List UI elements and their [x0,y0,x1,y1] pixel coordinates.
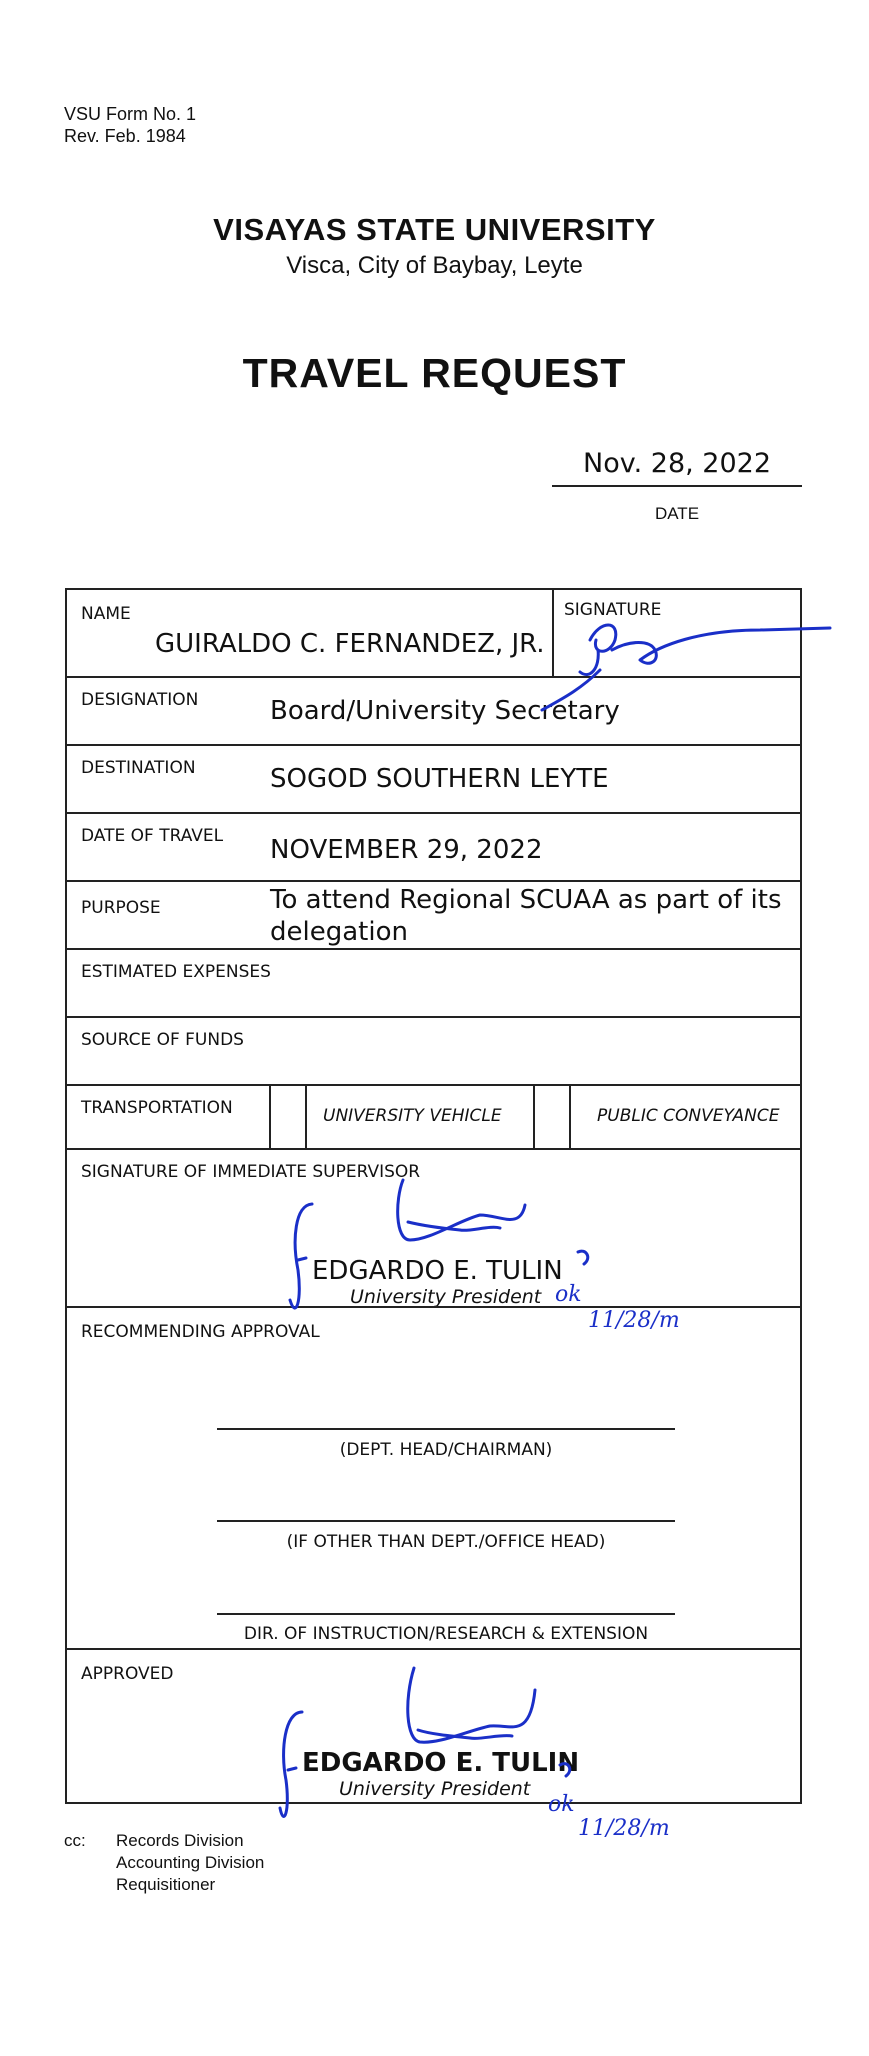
purpose-value-line-2: delegation [270,917,408,947]
name-divider [552,590,554,676]
rec-line-3-label: DIR. OF INSTRUCTION/RESEARCH & EXTENSION [243,1624,649,1644]
signature-label: SIGNATURE [564,600,662,620]
university-address: Visca, City of Baybay, Leyte [286,252,583,279]
destination-label: DESTINATION [81,758,196,778]
cc-recipients [116,1830,264,1896]
row-date-of-travel [67,812,800,880]
rec-signature-line-2 [217,1520,675,1522]
designation-value: Board/University Secretary [270,696,620,726]
row-transportation [67,1084,800,1148]
supervisor-title: University President [350,1286,542,1308]
handwritten-note-1-ok: ok [555,1282,582,1307]
form-revision: Rev. Feb. 1984 [64,126,186,146]
cc-recipient: Records Division [116,1831,244,1850]
handwritten-note-2-date: 11/28/m [578,1816,670,1841]
date-of-travel-label: DATE OF TRAVEL [81,826,224,846]
transport-option-public-conveyance: PUBLIC CONVEYANCE [597,1106,780,1126]
rec-line-2-label: (IF OTHER THAN DEPT./OFFICE HEAD) [286,1532,606,1552]
row-supervisor [67,1148,800,1306]
page-title: TRAVEL REQUEST [242,350,627,396]
row-destination [67,744,800,812]
recommending-label: RECOMMENDING APPROVAL [81,1322,320,1342]
row-source-of-funds [67,1016,800,1084]
approver-name: EDGARDO E. TULIN [302,1748,580,1778]
date-label: DATE [654,504,700,523]
transport-divider-3 [533,1086,535,1148]
name-value: GUIRALDO C. FERNANDEZ, JR. [155,629,545,659]
cc-recipient: Requisitioner [116,1875,216,1894]
supervisor-name: EDGARDO E. TULIN [312,1256,563,1286]
cc-block [64,1830,265,1894]
transportation-label: TRANSPORTATION [81,1098,233,1118]
purpose-label: PURPOSE [81,898,161,918]
transport-divider-1 [269,1086,271,1148]
transport-checkbox-university-vehicle[interactable] [305,1086,307,1148]
form-number: VSU Form No. 1 [64,104,197,124]
rec-signature-line-3 [217,1613,675,1615]
approver-title: University President [339,1778,531,1800]
row-designation [67,676,800,744]
source-of-funds-label: SOURCE OF FUNDS [81,1030,244,1050]
date-of-travel-value: NOVEMBER 29, 2022 [270,835,543,865]
row-approved [67,1648,800,1804]
handwritten-note-2-ok: ok [548,1792,575,1817]
handwritten-note-1-date: 11/28/m [588,1308,680,1333]
designation-label: DESIGNATION [81,690,199,710]
approved-label: APPROVED [81,1664,174,1684]
row-purpose [67,880,800,948]
row-estimated-expenses [67,948,800,1016]
destination-value: SOGOD SOUTHERN LEYTE [270,764,609,794]
form-number-block [64,103,196,147]
row-recommending-approval [67,1306,800,1648]
row-name [67,590,800,676]
travel-request-form [65,588,802,1804]
date-underline [552,485,802,487]
transport-option-university-vehicle: UNIVERSITY VEHICLE [323,1106,502,1126]
rec-line-1-label: (DEPT. HEAD/CHAIRMAN) [339,1440,553,1460]
supervisor-label: SIGNATURE OF IMMEDIATE SUPERVISOR [81,1162,421,1182]
transport-checkbox-public-conveyance[interactable] [569,1086,571,1148]
date-value: Nov. 28, 2022 [583,448,771,479]
rec-signature-line-1 [217,1428,675,1430]
cc-recipient: Accounting Division [116,1853,265,1872]
name-label: NAME [81,604,131,624]
estimated-expenses-label: ESTIMATED EXPENSES [81,962,271,982]
university-name: VISAYAS STATE UNIVERSITY [213,212,656,247]
purpose-value-line-1: To attend Regional SCUAA as part of its [270,885,782,915]
cc-label: cc: [64,1831,86,1850]
